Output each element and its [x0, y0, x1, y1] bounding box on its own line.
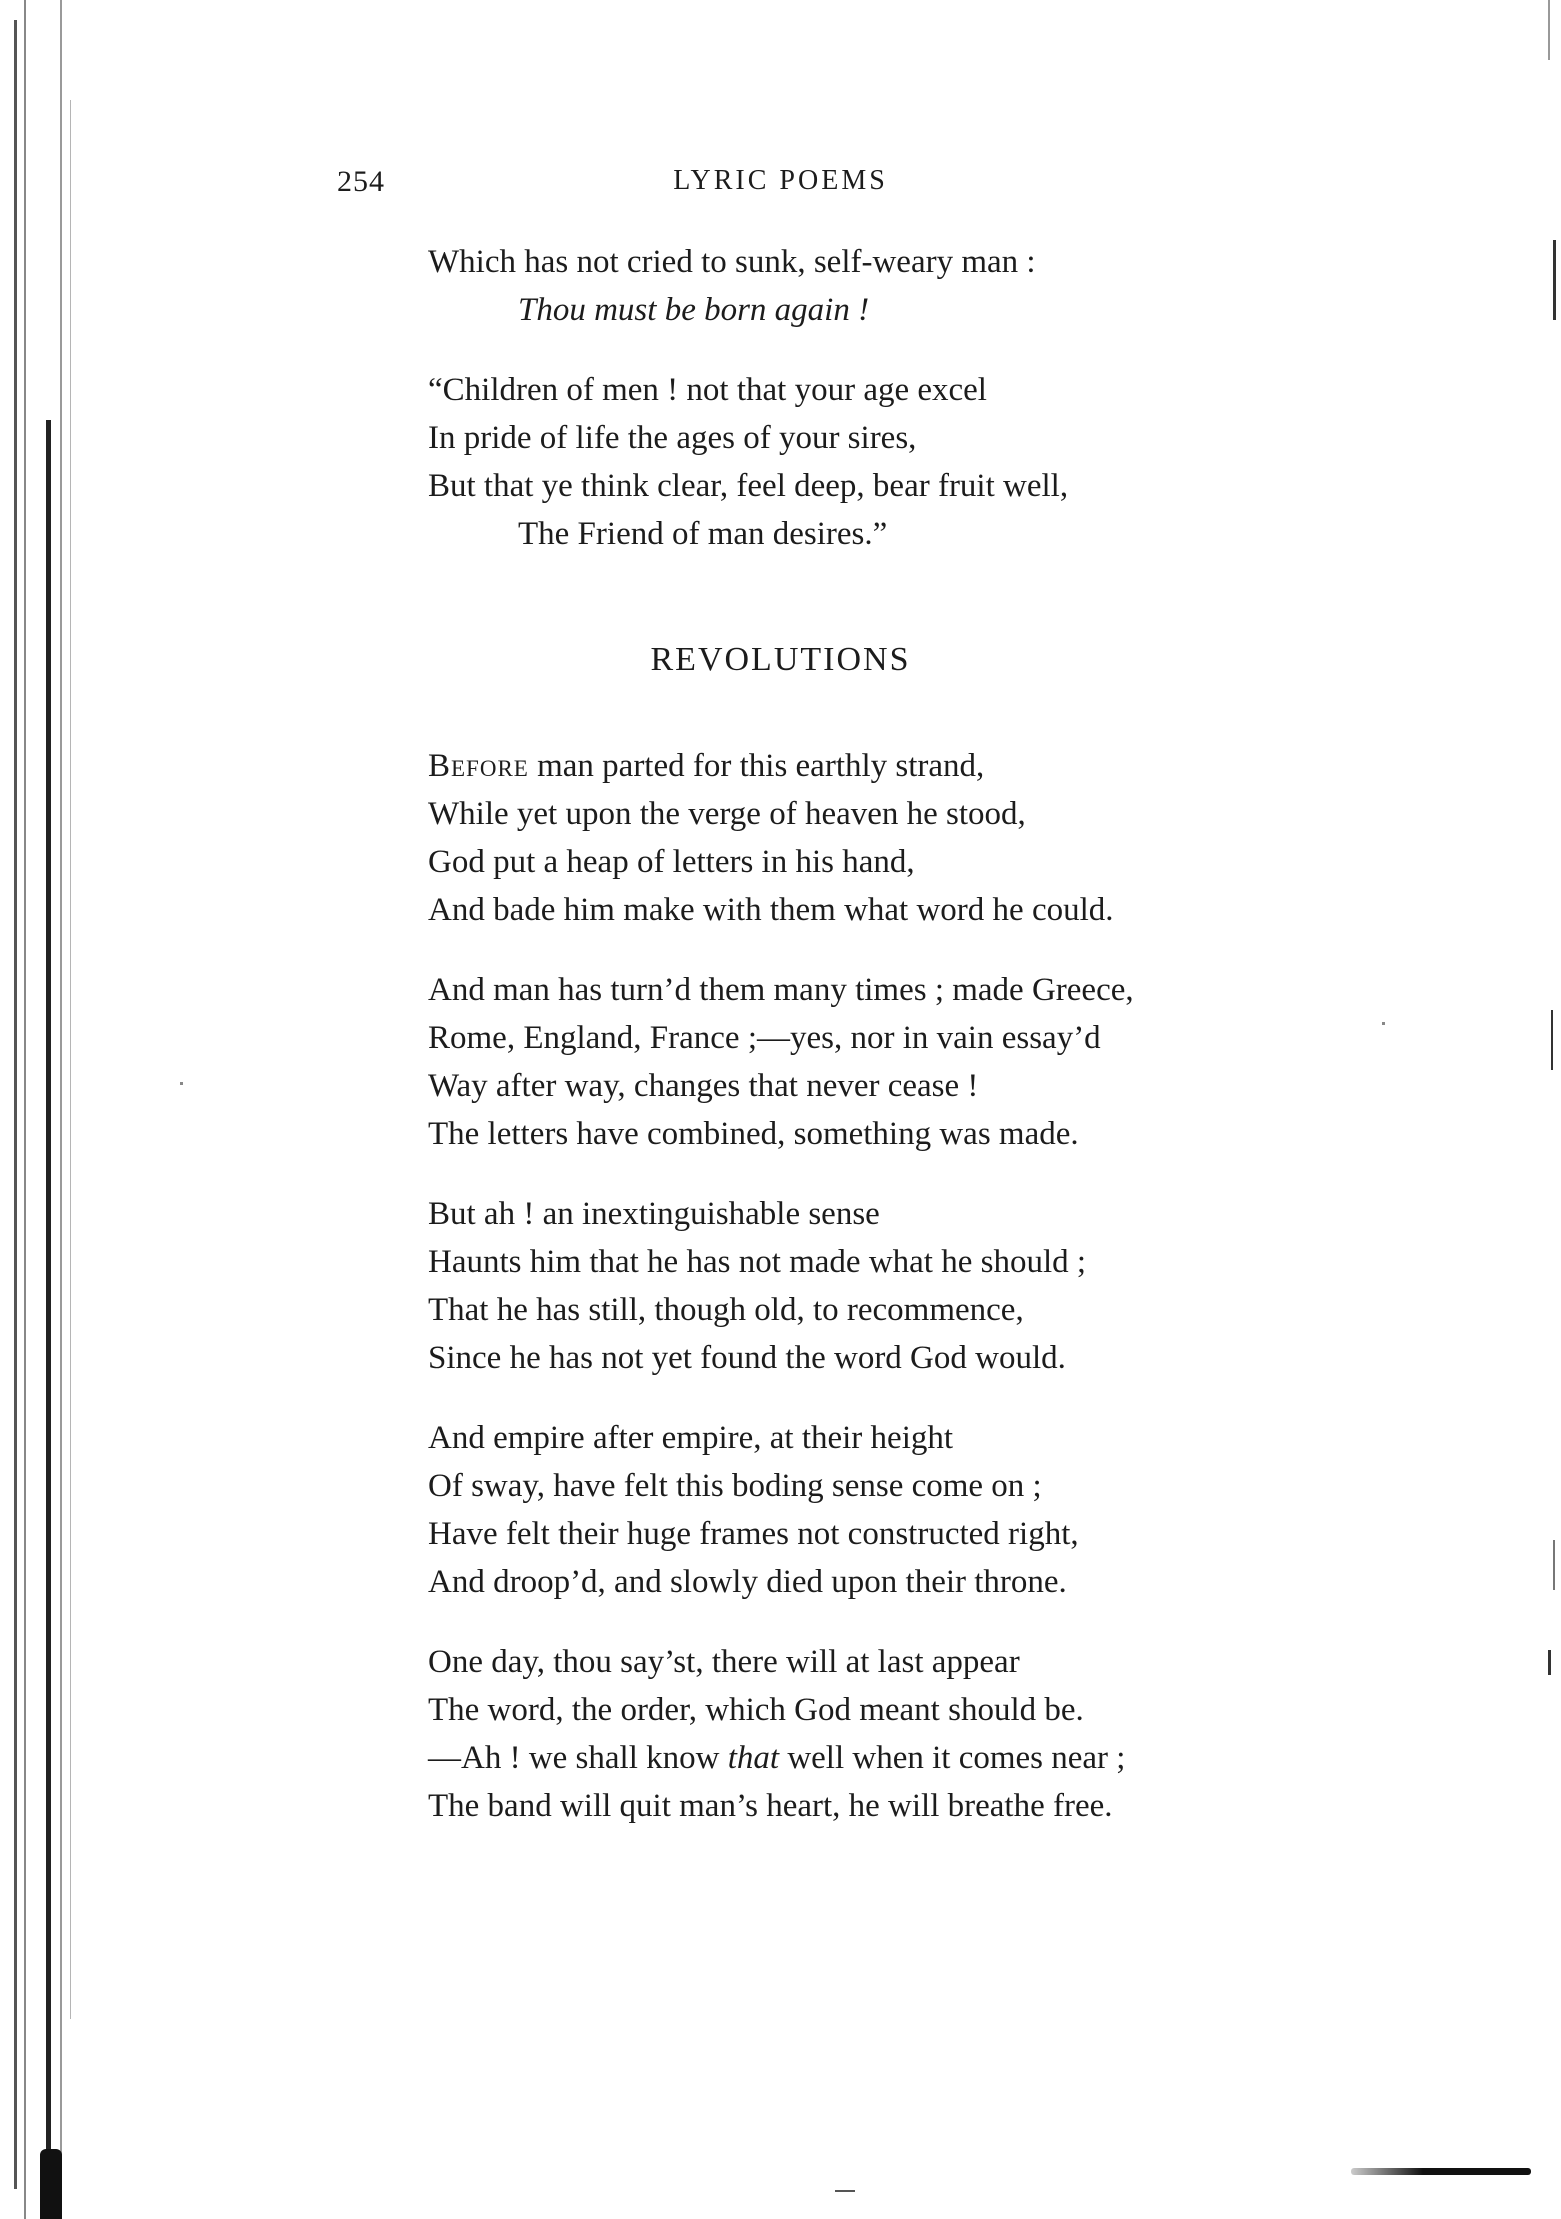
edge-speck: [1553, 240, 1556, 320]
binding-line: [60, 0, 62, 2219]
verse-line: One day, thou say’st, there will at last appear: [428, 1644, 1020, 1680]
binding-line: [70, 100, 71, 2019]
verse-line: [428, 1734, 1388, 1782]
verse-line: Rome, England, France ;—yes, nor in vain essay’d: [428, 1020, 1101, 1056]
poem-title: REVOLUTIONS: [650, 641, 911, 678]
binding-shadow: [40, 2149, 62, 2219]
bottom-dash: [835, 2190, 855, 2192]
binding-line: [14, 20, 17, 2189]
verse-line: And droop’d, and slowly died upon their throne.: [428, 1564, 1067, 1600]
small-caps-lead: Before: [428, 748, 529, 784]
binding-edge: [0, 0, 90, 2219]
verse-line: But that ye think clear, feel deep, bear fruit well,: [428, 468, 1069, 504]
edge-speck: [1551, 1010, 1553, 1070]
verse-line: And man has turn’d them many times ; made Greece,: [428, 972, 1134, 1008]
stanza: [428, 1190, 1388, 1382]
verse-line: [428, 742, 1388, 790]
stanza: [428, 742, 1388, 934]
verse-line-part: well when it comes near ;: [779, 1740, 1126, 1776]
page-body: [428, 238, 1388, 1862]
stanza: [428, 366, 1388, 558]
verse-line: But ah ! an inextinguishable sense: [428, 1196, 880, 1232]
verse-line: Have felt their huge frames not constructed right,: [428, 1516, 1079, 1552]
verse-line-rest: man parted for this earthly strand,: [528, 748, 985, 784]
verse-line: That he has still, though old, to recommence,: [428, 1292, 1024, 1328]
verse-line: Thou must be born again !: [518, 292, 870, 328]
verse-line: The Friend of man desires.”: [518, 516, 888, 552]
running-head: LYRIC POEMS: [673, 165, 888, 196]
page-number: 254: [337, 165, 385, 198]
stanza: [428, 1638, 1388, 1830]
edge-speck: [180, 1082, 183, 1085]
verse-line: And empire after empire, at their height: [428, 1420, 954, 1456]
edge-speck: [1548, 1650, 1551, 1675]
verse-line: And bade him make with them what word he could.: [428, 892, 1114, 928]
verse-line: Haunts him that he has not made what he should ;: [428, 1244, 1087, 1280]
verse-line: Way after way, changes that never cease !: [428, 1068, 979, 1104]
verse-line: God put a heap of letters in his hand,: [428, 844, 915, 880]
verse-line: The word, the order, which God meant should be.: [428, 1692, 1084, 1728]
edge-speck: [1548, 0, 1550, 60]
verse-line: In pride of life the ages of your sires,: [428, 420, 917, 456]
binding-line: [24, 0, 26, 2219]
verse-line: The letters have combined, something was made.: [428, 1116, 1079, 1152]
verse-line: The band will quit man’s heart, he will breathe free.: [428, 1788, 1113, 1824]
verse-line: Since he has not yet found the word God would.: [428, 1340, 1066, 1376]
verse-line: “Children of men ! not that your age excel: [428, 372, 987, 408]
stanza: [428, 238, 1388, 334]
verse-line-part: —Ah ! we shall know: [428, 1740, 728, 1776]
stanza: [428, 966, 1388, 1158]
bottom-rule: [1351, 2168, 1531, 2175]
verse-line: Which has not cried to sunk, self-weary man :: [428, 244, 1036, 280]
edge-speck: [1553, 1540, 1555, 1590]
emphasized-word: that: [727, 1740, 780, 1776]
verse-line: Of sway, have felt this boding sense come on ;: [428, 1468, 1042, 1504]
verse-line: While yet upon the verge of heaven he stood,: [428, 796, 1026, 832]
stanza: [428, 1414, 1388, 1606]
